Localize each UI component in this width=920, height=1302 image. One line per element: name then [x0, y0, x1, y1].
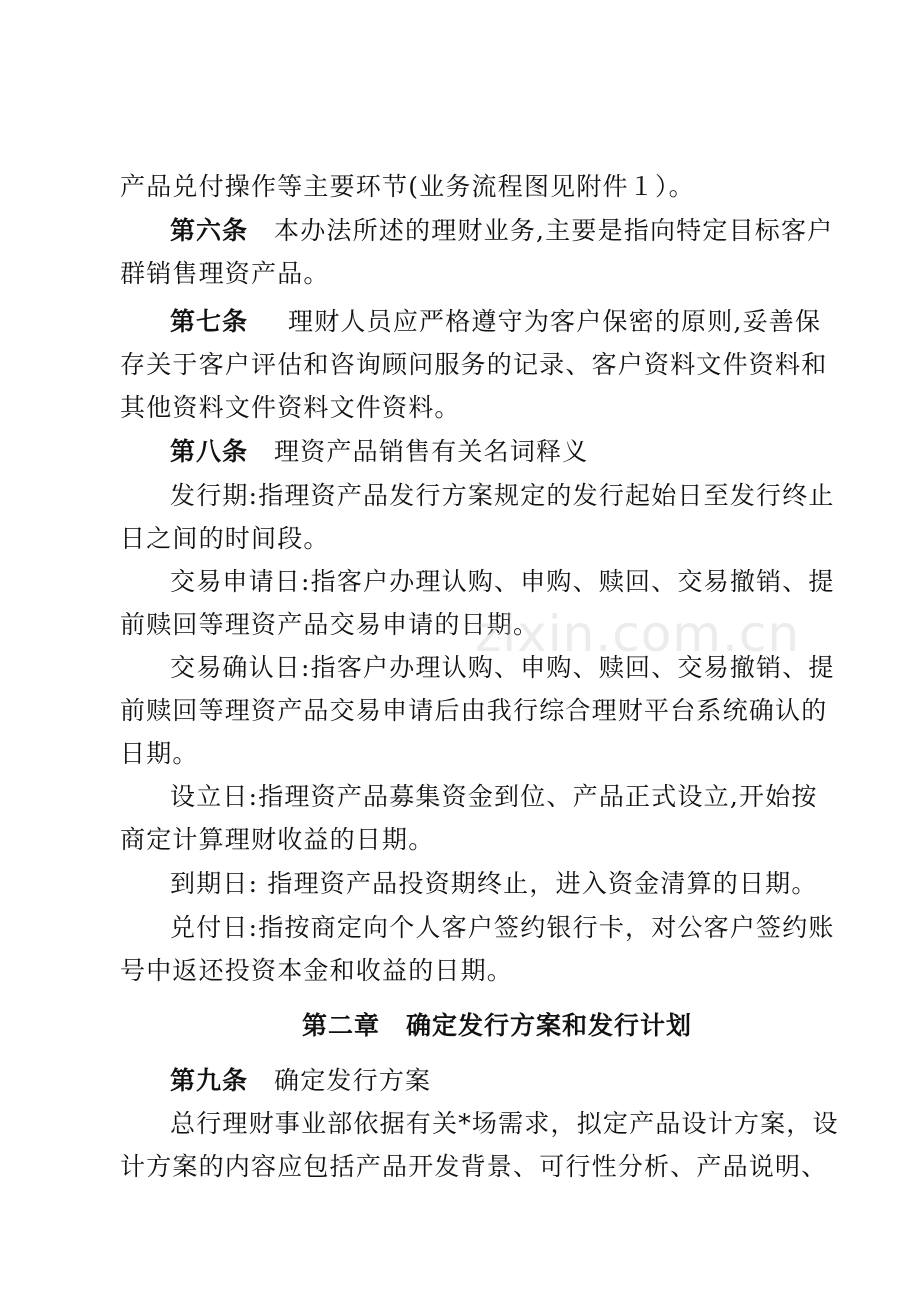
def-confirm-date-1: 交易确认日:指客户办理认购、申购、赎回、交易撤销、提	[170, 653, 835, 682]
def-payout-date-1: 兑付日:指按商定向个人客户签约银行卡，对公客户签约账	[170, 913, 835, 942]
article-6-label: 第六条	[170, 216, 249, 245]
def-setup-date-1: 设立日:指理资产品募集资金到位、产品正式设立,开始按	[170, 782, 818, 811]
article-7-text: 理财人员应严格遵守为客户保密的原则,妥善保	[288, 307, 822, 336]
article-9-line	[170, 1066, 431, 1096]
chapter-2-title: 第二章 确定发行方案和发行计划	[302, 1011, 693, 1040]
article-9-text: 确定发行方案	[274, 1066, 432, 1095]
article-6-line-1	[170, 216, 833, 246]
def-setup-date-2: 商定计算理财收益的日期。	[120, 825, 435, 854]
watermark: zixin.com.cn	[475, 605, 801, 663]
def-confirm-date-3: 日期。	[120, 739, 199, 768]
def-issue-period-2: 日之间的时间段。	[120, 524, 330, 553]
def-maturity-date: 到期日: 指理资产品投资期终止，进入资金清算的日期。	[170, 869, 818, 898]
article-9-body-line-1: 总行理财事业部依据有关*场需求，拟定产品设计方案，设	[170, 1109, 839, 1138]
def-issue-period-1: 发行期:指理资产品发行方案规定的发行起始日至发行终止	[170, 481, 835, 510]
def-payout-date-2: 号中返还投资本金和收益的日期。	[120, 956, 514, 985]
intro-tail-text: 产品兑付操作等主要环节(业务流程图见附件１）。	[120, 172, 695, 201]
article-9-body-line-2: 计方案的内容应包括产品开发背景、可行性分析、产品说明、	[120, 1152, 828, 1181]
article-6-line-2: 群销售理资产品。	[120, 259, 330, 288]
def-confirm-date-2: 前赎回等理资产品交易申请后由我行综合理财平台系统确认的	[120, 696, 828, 725]
def-apply-date-1: 交易申请日:指客户办理认购、申购、赎回、交易撤销、提	[170, 567, 835, 596]
def-apply-date-2: 前赎回等理资产品交易申请的日期。	[120, 610, 540, 639]
article-7-line-3: 其他资料文件资料文件资料。	[120, 393, 461, 422]
article-6-text: 本办法所述的理财业务,主要是指向特定目标客户	[274, 216, 834, 245]
article-7-line-2: 存关于客户评估和咨询顾问服务的记录、客户资料文件资料和	[120, 350, 828, 379]
article-7-line-1	[170, 307, 821, 337]
article-9-label: 第九条	[170, 1066, 249, 1095]
article-8-text: 理资产品销售有关名词释义	[274, 437, 589, 466]
article-8-line	[170, 437, 588, 467]
article-8-label: 第八条	[170, 437, 249, 466]
article-7-label: 第七条	[170, 307, 249, 336]
